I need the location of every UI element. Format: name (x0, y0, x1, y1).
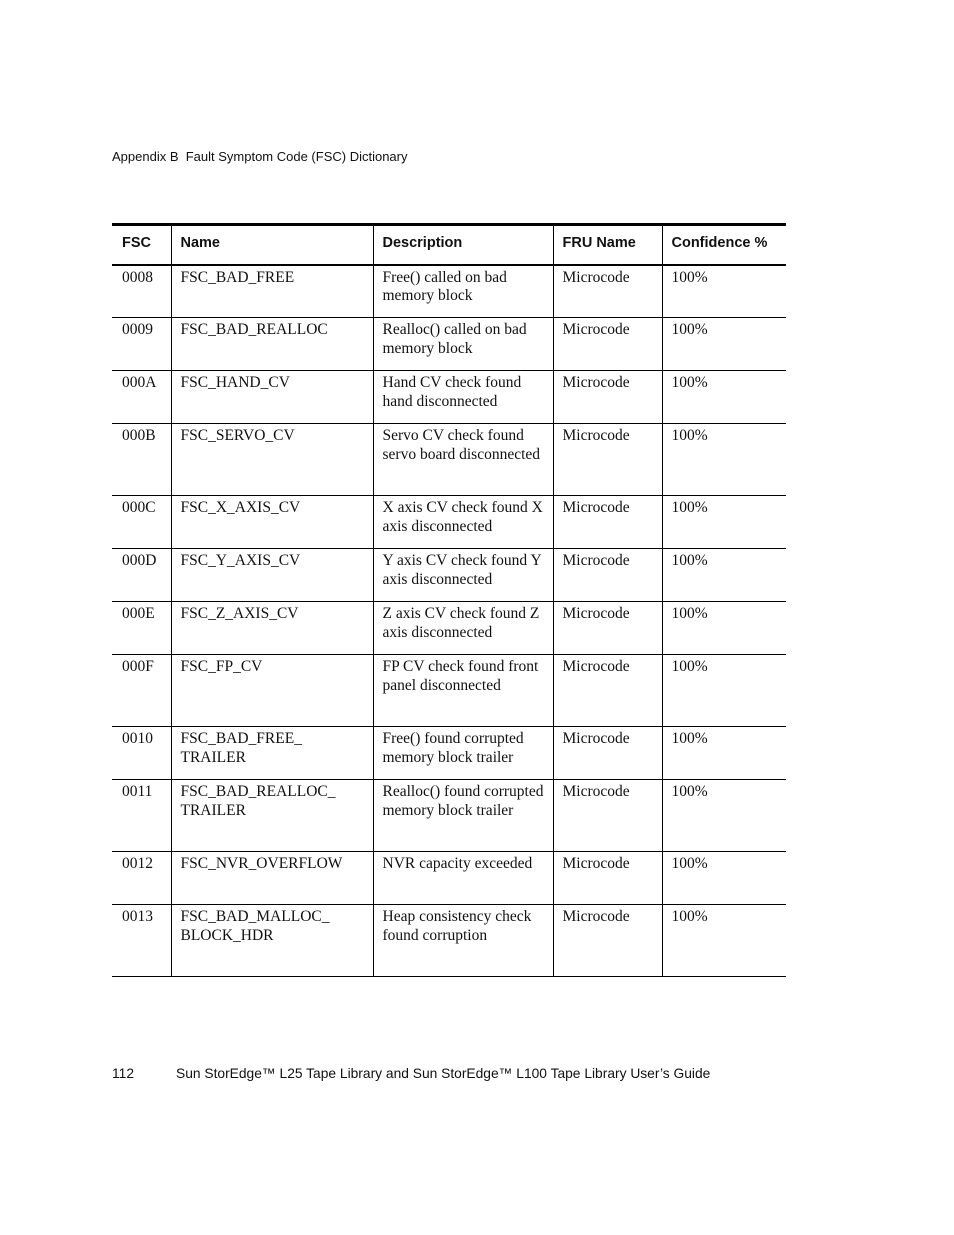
confidence-cell: 100% (662, 496, 786, 549)
column-header-fru-name: FRU Name (553, 225, 662, 265)
table-row (112, 852, 786, 905)
name-cell: FSC_HAND_CV (171, 371, 373, 424)
description-cell: Free() called on bad memory block (373, 265, 553, 318)
table-row (112, 780, 786, 852)
fsc-cell: 0009 (112, 318, 171, 371)
page-number: 112 (112, 1066, 134, 1081)
table-row (112, 371, 786, 424)
column-header-fsc: FSC (112, 225, 171, 265)
fsc-cell: 000C (112, 496, 171, 549)
confidence-cell: 100% (662, 905, 786, 977)
table-row (112, 905, 786, 977)
description-cell: Free() found corrupted memory block trailer (373, 727, 553, 780)
column-header-name: Name (171, 225, 373, 265)
confidence-cell: 100% (662, 727, 786, 780)
table-row (112, 265, 786, 318)
column-header-description: Description (373, 225, 553, 265)
table-header (112, 225, 786, 265)
fsc-cell: 000E (112, 602, 171, 655)
fru-cell: Microcode (553, 424, 662, 496)
table-row (112, 496, 786, 549)
fsc-table (112, 223, 786, 977)
fsc-cell: 000B (112, 424, 171, 496)
description-cell: NVR capacity exceeded (373, 852, 553, 905)
fsc-cell: 0008 (112, 265, 171, 318)
name-cell: FSC_X_AXIS_CV (171, 496, 373, 549)
confidence-cell: 100% (662, 424, 786, 496)
page-footer (112, 1066, 710, 1082)
description-cell: Hand CV check found hand disconnected (373, 371, 553, 424)
description-cell: Realloc() found corrupted memory block trailer (373, 780, 553, 852)
fsc-cell: 000A (112, 371, 171, 424)
table-row (112, 549, 786, 602)
fsc-cell: 000F (112, 655, 171, 727)
description-cell: Realloc() called on bad memory block (373, 318, 553, 371)
description-cell: X axis CV check found X axis disconnected (373, 496, 553, 549)
confidence-cell: 100% (662, 371, 786, 424)
confidence-cell: 100% (662, 265, 786, 318)
fsc-cell: 0013 (112, 905, 171, 977)
fru-cell: Microcode (553, 780, 662, 852)
document-title: Sun StorEdge™ L25 Tape Library and Sun StorEdge™ L100 Tape Library User’s Guide (176, 1066, 711, 1081)
fru-cell: Microcode (553, 318, 662, 371)
confidence-cell: 100% (662, 655, 786, 727)
description-cell: Heap consistency check found corruption (373, 905, 553, 977)
table-row (112, 655, 786, 727)
description-cell: Z axis CV check found Z axis disconnected (373, 602, 553, 655)
table-row (112, 424, 786, 496)
confidence-cell: 100% (662, 852, 786, 905)
name-cell: FSC_SERVO_CV (171, 424, 373, 496)
running-header: Appendix B Fault Symptom Code (FSC) Dictionary (112, 149, 408, 164)
name-cell: FSC_Y_AXIS_CV (171, 549, 373, 602)
fru-cell: Microcode (553, 727, 662, 780)
table-row (112, 602, 786, 655)
confidence-cell: 100% (662, 602, 786, 655)
description-cell: FP CV check found front panel disconnected (373, 655, 553, 727)
table-row (112, 318, 786, 371)
fsc-cell: 0012 (112, 852, 171, 905)
fru-cell: Microcode (553, 905, 662, 977)
fsc-cell: 0011 (112, 780, 171, 852)
name-cell: FSC_BAD_REALLOC (171, 318, 373, 371)
fsc-cell: 000D (112, 549, 171, 602)
fru-cell: Microcode (553, 852, 662, 905)
column-header-confidence: Confidence % (662, 225, 786, 265)
name-cell: FSC_NVR_OVERFLOW (171, 852, 373, 905)
description-cell: Servo CV check found servo board disconnected (373, 424, 553, 496)
confidence-cell: 100% (662, 780, 786, 852)
confidence-cell: 100% (662, 318, 786, 371)
table-row (112, 727, 786, 780)
name-cell: FSC_BAD_MALLOC_ BLOCK_HDR (171, 905, 373, 977)
fru-cell: Microcode (553, 549, 662, 602)
description-cell: Y axis CV check found Y axis disconnected (373, 549, 553, 602)
header-row (112, 225, 786, 265)
name-cell: FSC_FP_CV (171, 655, 373, 727)
fru-cell: Microcode (553, 496, 662, 549)
fru-cell: Microcode (553, 265, 662, 318)
table-body (112, 265, 786, 977)
fru-cell: Microcode (553, 655, 662, 727)
fsc-cell: 0010 (112, 727, 171, 780)
name-cell: FSC_BAD_FREE (171, 265, 373, 318)
fru-cell: Microcode (553, 371, 662, 424)
fru-cell: Microcode (553, 602, 662, 655)
name-cell: FSC_Z_AXIS_CV (171, 602, 373, 655)
confidence-cell: 100% (662, 549, 786, 602)
name-cell: FSC_BAD_REALLOC_ TRAILER (171, 780, 373, 852)
name-cell: FSC_BAD_FREE_ TRAILER (171, 727, 373, 780)
